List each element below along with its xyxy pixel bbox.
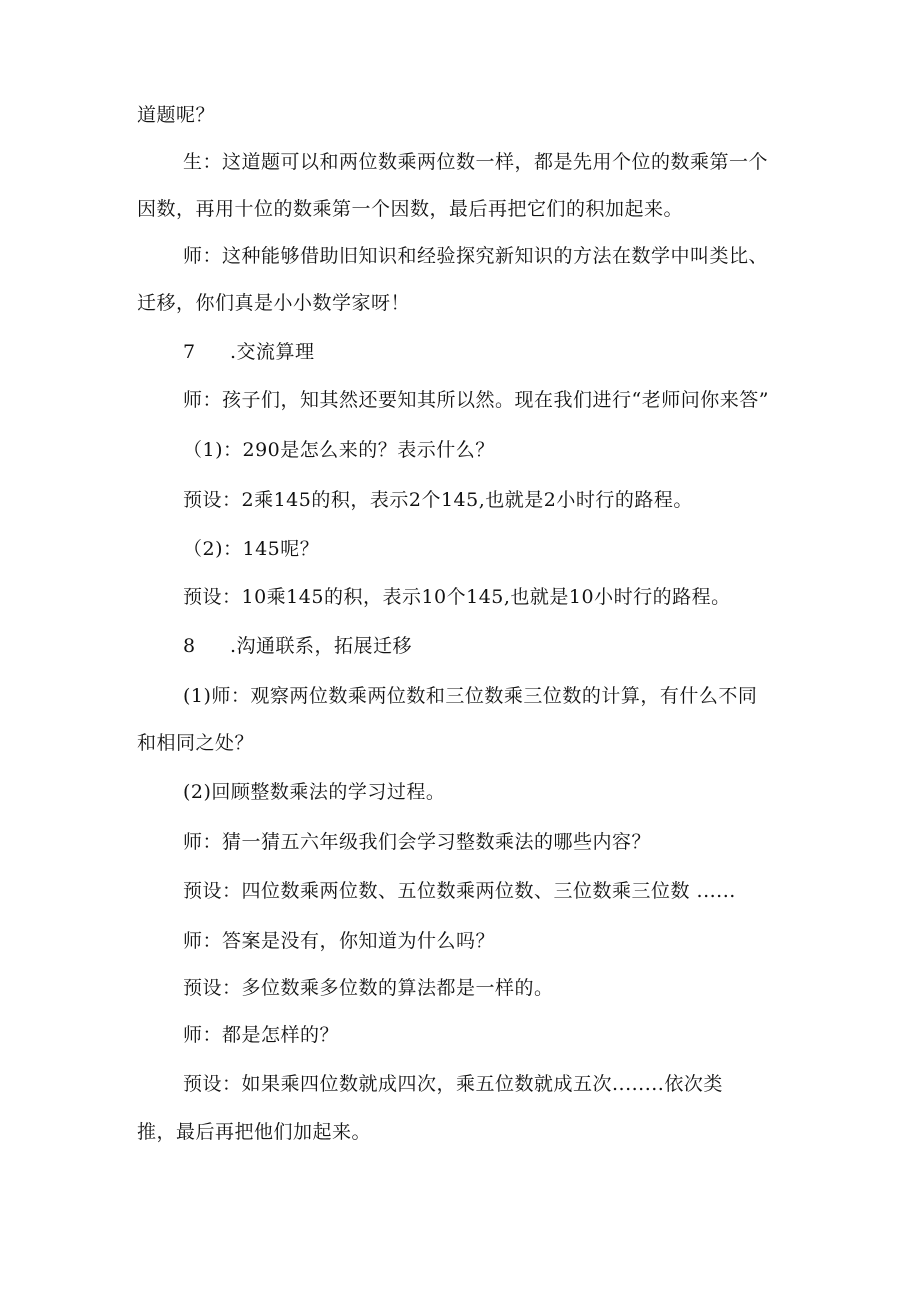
- text-line: (1)师：观察两位数乘两位数和三位数乘三位数的计算，有什么不同: [183, 685, 758, 707]
- text-line: 师：猜一猜五六年级我们会学习整数乘法的哪些内容？: [183, 831, 652, 853]
- text-line: 预设：10乘145的积，表示10个145,也就是10小时行的路程。: [183, 586, 731, 608]
- text-line: 推，最后再把他们加起来。: [137, 1121, 372, 1143]
- section-number: 8: [183, 635, 196, 657]
- section-number: 7: [183, 341, 196, 363]
- text-line: 因数，再用十位的数乘第一个因数，最后再把它们的积加起来。: [137, 198, 684, 220]
- text-line: 师：答案是没有，你知道为什么吗？: [183, 930, 496, 952]
- text-line: （2)：145呢？: [183, 538, 320, 560]
- text-line: 预设：2乘145的积，表示2个145,也就是2小时行的路程。: [183, 489, 693, 511]
- section-title: .交流算理: [230, 341, 315, 363]
- text-line: 和相同之处？: [137, 732, 255, 754]
- text-line: 生：这道题可以和两位数乘两位数一样，都是先用个位的数乘第一个: [183, 151, 769, 173]
- text-line: （1)：290是怎么来的？表示什么？: [183, 439, 495, 461]
- text-line: 道题呢？: [137, 104, 216, 126]
- text-line: (2)回顾整数乘法的学习过程。: [183, 781, 446, 803]
- section-title: .沟通联系，拓展迁移: [230, 635, 413, 657]
- text-line: 迁移，你们真是小小数学家呀！: [137, 292, 411, 314]
- text-line: 师：这种能够借助旧知识和经验探究新知识的方法在数学中叫类比、: [183, 245, 769, 267]
- text-line: 预设：多位数乘多位数的算法都是一样的。: [183, 977, 554, 999]
- text-line: 预设：如果乘四位数就成四次，乘五位数就成五次........依次类: [183, 1073, 723, 1095]
- text-line: 预设：四位数乘两位数、五位数乘两位数、三位数乘三位数 ......: [183, 880, 736, 902]
- text-line: 师：都是怎样的？: [183, 1024, 340, 1046]
- text-line: 师：孩子们，知其然还要知其所以然。现在我们进行“老师问你来答”: [183, 389, 769, 411]
